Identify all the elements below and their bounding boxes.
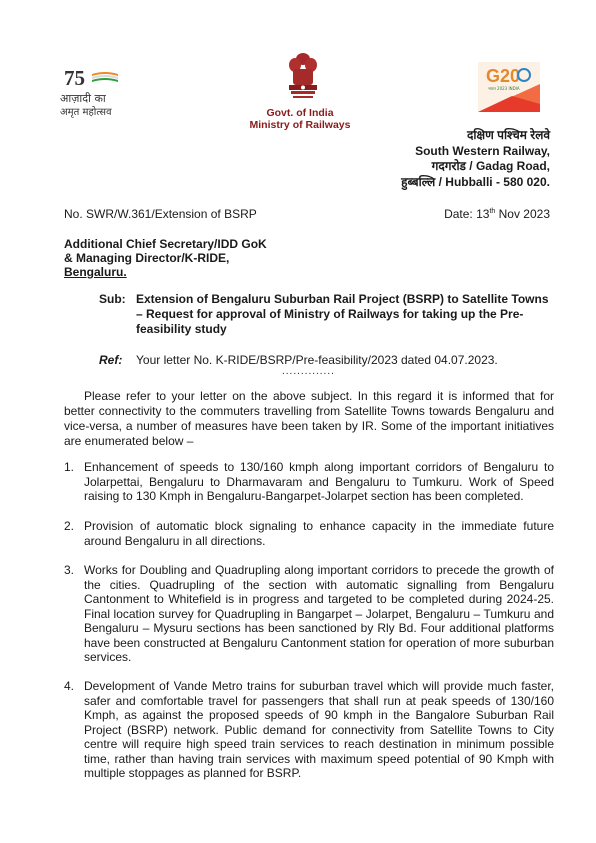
g20-logo	[472, 58, 544, 114]
tricolour-flag-icon	[90, 71, 120, 85]
list-item-text: Provision of automatic block signaling to enhance capacity in the immediate future around Bengaluru in all directions.	[84, 519, 554, 548]
national-emblem-icon	[283, 50, 323, 106]
sender-name: South Western Railway,	[415, 143, 550, 158]
logo-line-1: आज़ादी का	[60, 92, 106, 105]
sender-address	[401, 128, 550, 190]
list-item-number: 2.	[64, 519, 75, 533]
addressee-line-1: Additional Chief Secretary/IDD GoK	[64, 237, 267, 251]
govt-line-2: Ministry of Railways	[249, 119, 351, 131]
list-item-text: Enhancement of speeds to 130/160 kmph along important corridors of Bengaluru to Jolarpettai, Bengaluru to Dharmavaram and Bengaluru to Tumkuru. Work of Speed raising to 130 Kmph in Bengaluru-Bangarpet-Jolarpet section has been completed.	[84, 460, 554, 503]
addressee-block	[64, 237, 267, 279]
list-item-number: 3.	[64, 563, 75, 577]
govt-of-india-heading	[230, 107, 370, 131]
list-item	[64, 460, 554, 504]
letter-ref-no: No. SWR/W.361/Extension of BSRP	[64, 207, 257, 221]
intro-paragraph: Please refer to your letter on the above subject. In this regard it is informed that for better connectivity to the commuters travelling from Satellite Towns towards Bengaluru and vice-versa, a number of measures have been taken by IR. Some of the important initiatives are enumerated below –	[64, 389, 554, 448]
addressee-line-2: & Managing Director/K-RIDE,	[64, 251, 230, 265]
g20-subtext: भारत 2023 INDIA	[488, 86, 520, 91]
reference-text: Your letter No. K-RIDE/BSRP/Pre-feasibility/2023 dated 04.07.2023.	[136, 353, 498, 367]
separator-dots: ..............	[282, 366, 335, 377]
letter-date: Date: 13th Nov 2023	[444, 207, 550, 221]
list-item-text: Works for Doubling and Quadrupling along important corridors to precede the growth of the cities. Quadrupling of the section with automatic signalling from Bengaluru Cantonment to Whitefield is in progress and targeted to be completed during 2024-25. Final location survey for Quadrupling in Bangarpet – Jolarpet, Bengaluru – Tumkuru and Bengaluru – Mysuru sections has been sanctioned by Rly Bd. Four additional platforms have been constructed at Bengaluru Cantonment station for operation of more suburban services.	[84, 563, 554, 664]
sender-hindi-name: दक्षिण पश्चिम रेलवे	[467, 128, 550, 142]
govt-line-1: Govt. of India	[266, 107, 334, 119]
list-item	[64, 519, 554, 548]
g20-text: G20	[486, 66, 521, 86]
list-item-text: Development of Vande Metro trains for suburban travel which will provide much faster, safer and comfortable travel for passengers that shall run at peak speeds of 130/160 Kmph, as against the proposed speeds of 90 kmph in the Bangalore Suburban Rail Project (BSRP) network. Public demand for connectivity from Satellite Towns to City centre will require high speed train services to reach destination in minimum possible time, rather than having train services with maximum speed potential of 90 Kmph with multiple stoppages as planned for BSRP.	[84, 679, 554, 780]
list-item-number: 1.	[64, 460, 75, 474]
sender-city: हुब्बल्लि / Hubballi - 580 020.	[401, 174, 550, 189]
sender-road: गदगरोड / Gadag Road,	[431, 159, 550, 173]
subject-text: Extension of Bengaluru Suburban Rail Project (BSRP) to Satellite Towns – Request for approval of Ministry of Railways for taking up the Pre-feasibility study	[136, 292, 549, 336]
list-item-number: 4.	[64, 679, 75, 693]
subject-label: Sub:	[99, 292, 126, 306]
logo-75-number: 75	[64, 66, 85, 90]
azadi-ka-amrit-mahotsav-logo	[60, 66, 140, 116]
list-item	[64, 563, 554, 665]
logo-line-2: अमृत महोत्सव	[60, 107, 112, 118]
addressee-line-3: Bengaluru.	[64, 265, 127, 279]
list-item	[64, 679, 554, 781]
reference-label: Ref:	[99, 353, 123, 367]
